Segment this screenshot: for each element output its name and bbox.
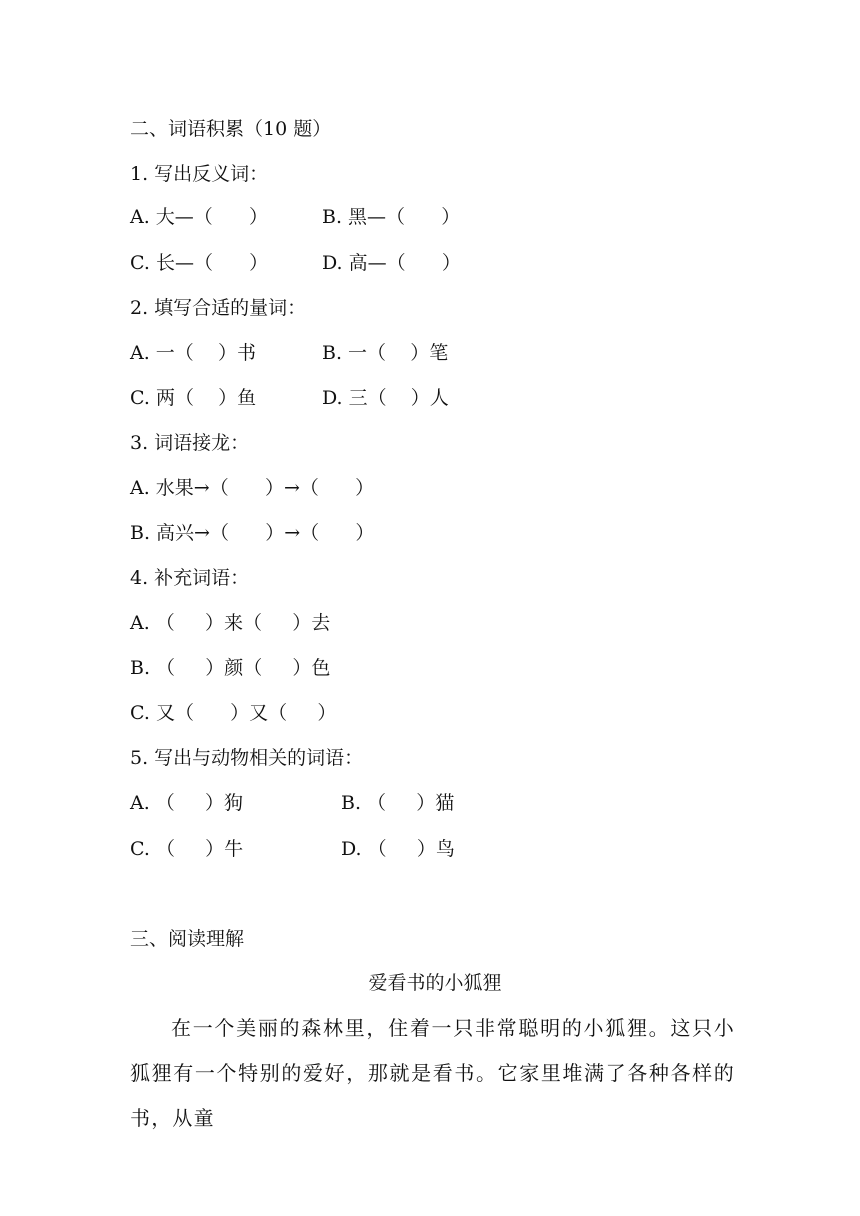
q2-option-a: A. 一（ ）书 (130, 342, 256, 364)
q1-option-a: A. 大—（ ） (130, 206, 269, 228)
question-1-prompt: 1. 写出反义词： (130, 163, 269, 185)
q4-option-b: B. （ ）颜（ ）色 (130, 657, 331, 679)
q2-option-d: D. 三（ ）人 (322, 387, 449, 409)
q5-option-c: C. （ ）牛 (130, 838, 244, 860)
section-2-heading: 二、词语积累（10 题） (130, 118, 332, 140)
q5-option-b: B. （ ）猫 (341, 792, 455, 814)
section-3-heading: 三、阅读理解 (130, 928, 245, 950)
q4-option-c: C. 又（ ）又（ ） (130, 702, 337, 724)
passage-title: 爱看书的小狐狸 (368, 972, 502, 994)
q2-option-b: B. 一（ ）笔 (322, 342, 449, 364)
question-5-prompt: 5. 写出与动物相关的词语： (130, 747, 364, 769)
q4-option-a: A. （ ）来（ ）去 (130, 612, 331, 634)
q1-option-c: C. 长—（ ） (130, 252, 269, 274)
q3-option-b: B. 高兴→（ ）→（ ） (130, 522, 375, 544)
q1-option-b: B. 黑—（ ） (322, 206, 461, 228)
passage-paragraph: 在一个美丽的森林里，住着一只非常聪明的小狐狸。这只小狐狸有一个特别的爱好，那就是看书。它家里堆满了各种各样的书，从童 (130, 1016, 735, 1130)
q2-option-c: C. 两（ ）鱼 (130, 387, 257, 409)
q1-option-d: D. 高—（ ） (322, 252, 461, 274)
q3-option-a: A. 水果→（ ）→（ ） (130, 477, 375, 499)
question-2-prompt: 2. 填写合适的量词： (130, 297, 307, 319)
question-4-prompt: 4. 补充词语： (130, 567, 250, 589)
q5-option-a: A. （ ）狗 (130, 792, 243, 814)
question-3-prompt: 3. 词语接龙： (130, 432, 250, 454)
q5-option-d: D. （ ）鸟 (341, 838, 455, 860)
